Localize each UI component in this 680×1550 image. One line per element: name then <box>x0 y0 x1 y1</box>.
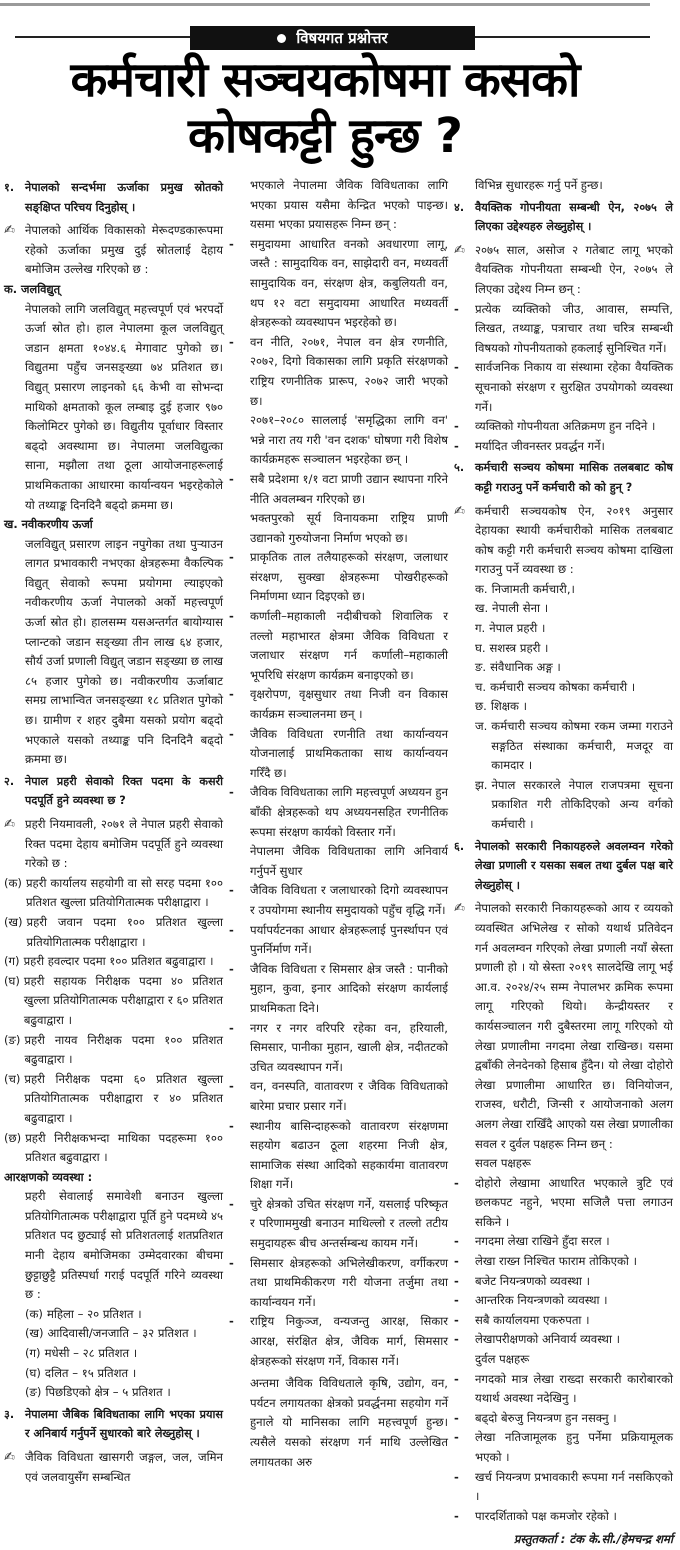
list-item <box>475 776 673 835</box>
list-item-text: नगदको मात्र लेखा राख्दा सरकारी कारोबारको यथार्थ अवस्था नदेखिनु । <box>475 1371 673 1406</box>
efforts-list-c <box>229 548 448 842</box>
dash-bullet-icon: - <box>229 471 234 486</box>
list-item <box>229 470 448 509</box>
list-item-text: आदिवासी/जनजाति – ३२ प्रतिशत । <box>47 1326 197 1341</box>
conclusion-continued: विभिन्न सुधारहरू गर्नु पर्ने हुन्छ। <box>475 178 603 192</box>
list-item-label: (घ) <box>25 1365 41 1380</box>
dash-bullet-icon: - <box>454 1508 459 1523</box>
list-item <box>454 1311 673 1331</box>
list-item-text: सबै कार्यालयमा एकरुपता । <box>475 1312 590 1327</box>
dash-bullet-icon: - <box>229 1079 234 1094</box>
reservation-list <box>4 1305 223 1403</box>
list-item-label: छ. <box>475 699 487 714</box>
list-item-text: शिक्षक । <box>490 699 528 714</box>
list-item-text: लेखापरीक्षणको अनिवार्य व्यवस्था । <box>475 1332 621 1347</box>
list-item <box>229 881 448 920</box>
list-item <box>229 725 448 784</box>
efforts-list-a <box>229 235 448 411</box>
header-rule-left <box>15 36 190 38</box>
dash-bullet-icon: - <box>229 1196 234 1211</box>
list-item-text: सिमसार क्षेत्रहरूको अभिलेखीकरण, वर्गीकरण तथा प्राथमिकीकरण गरी योजना तर्जुमा तथा कार्यान्वयन गर्ने। <box>250 1255 448 1309</box>
list-item-text: दोहोरो लेखामा आधारित भएकाले त्रुटि एवं छलकपट नहुने, भएमा सजिलै पत्ता लगाउन सकिने । <box>475 1175 673 1229</box>
list-item <box>25 1364 223 1384</box>
list-item <box>475 678 673 698</box>
dash-bullet-icon: - <box>229 726 234 741</box>
list-item <box>454 300 673 359</box>
dash-bullet-icon: - <box>454 1410 459 1425</box>
answer-4: ✍ २०७५ साल, असोज २ गतेबाट लागू भएको वैयक्तिक गोपनीयता सम्बन्धी ऐन, २०७५ ले लिएका उद्देश्य निम्न छन् : <box>454 241 673 300</box>
bullet-dot-icon <box>277 34 286 43</box>
list-item-label: (ङ) <box>4 1032 21 1047</box>
dash-bullet-icon: - <box>454 1469 459 1484</box>
list-item-text: नेपाल प्रहरी । <box>489 621 546 636</box>
pen-icon: ✍ <box>454 503 465 519</box>
list-item <box>4 913 223 952</box>
list-item <box>25 1324 223 1344</box>
list-item-text: प्रहरी निरीक्षक पदमा ६० प्रतिशत खुल्ला प्रतियोगितात्मक परीक्षाद्वारा र ४० प्रतिशत बढुवाद्वारा । <box>24 1071 223 1125</box>
dash-bullet-icon: - <box>229 1118 234 1133</box>
subheading-renewable: ख. नवीकरणीय ऊर्जा <box>4 517 93 532</box>
list-item-text: संवैधानिक अङ्ग । <box>490 660 561 675</box>
list-item-label: च. <box>475 679 487 694</box>
question-text: वैयक्तिक गोपनीयता सम्बन्धी ऐन, २०७५ ले लिएका उद्देश्यहरु लेख्नुहोस् । <box>475 200 673 234</box>
list-item <box>454 437 673 457</box>
dash-bullet-icon: - <box>454 419 459 434</box>
weak-points-heading: दुर्वल पक्षहरू <box>475 1352 530 1367</box>
list-item-text: मर्यादित जीवनस्तर प्रवर्द्धन गर्ने। <box>475 438 605 453</box>
list-item <box>4 874 223 913</box>
list-item <box>25 1305 223 1325</box>
list-item-text: सार्वजनिक निकाय वा संस्थामा रहेका वैयक्तिक सूचनाको संरक्षण र सुरक्षित उपयोगको व्यवस्था गर्ने। <box>475 360 673 414</box>
dash-bullet-icon: - <box>229 1314 234 1329</box>
dash-bullet-icon: - <box>454 360 459 375</box>
list-item <box>454 1252 673 1272</box>
list-item-text: प्रहरी जवान पदमा १०० प्रतिशत खुल्ला प्रतियोगितात्मक परीक्षाद्वारा । <box>26 914 223 949</box>
dash-bullet-icon: - <box>229 687 234 702</box>
question-6: ६. नेपालको सरकारी निकायहरुले अवलम्वन गरेको लेखा प्रणाली र यसका सबल तथा दुर्बल पक्ष बारे लेख्नुहोस् । <box>454 837 673 896</box>
list-item-label: (छ) <box>4 1130 22 1145</box>
dash-bullet-icon: - <box>454 1312 459 1327</box>
list-item-text: बढ्दो बेरुजु नियन्त्रण हुन नसक्नु । <box>475 1410 617 1425</box>
list-item-text: सशस्त्र प्रहरी । <box>489 640 549 655</box>
dash-bullet-icon: - <box>229 334 234 349</box>
question-text: नेपाल प्रहरी सेवाको रिक्त पदमा के कसरी पदपूर्ति हुने व्यवस्था छ ? <box>25 774 223 808</box>
list-item-label: (च) <box>4 1071 21 1086</box>
list-item <box>229 921 448 960</box>
list-item-label: (ङ) <box>25 1385 42 1400</box>
list-item-text: नगर र नगर वरिपरि रहेका वन, हरियाली, सिमसार, पानीका मुहान, खाली क्षेत्र, नदीतटको उचित व्यवस्थापन गर्ने। <box>250 1020 448 1074</box>
list-item <box>454 1174 673 1233</box>
list-item <box>229 1254 448 1313</box>
weak-points-list <box>454 1370 673 1527</box>
list-item <box>4 1129 223 1168</box>
dash-bullet-icon: - <box>454 1175 459 1190</box>
list-item-text: वृक्षरोपण, वृक्षसुधार तथा निजी वन विकास कार्यक्रम सञ्चालनमा छन् । <box>250 687 448 722</box>
list-item <box>475 639 673 659</box>
privacy-objectives-list <box>454 300 673 457</box>
headline-line-2: कोषकट्टी हुन्छ ? <box>188 108 462 164</box>
paragraph-hydropower: नेपालको लागि जलविद्युत् महत्त्वपूर्ण एवं भरपर्दो ऊर्जा स्रोत हो। हाल नेपालमा कूल जलविद्युत् जडान क्षमता १०४४.६ मेगावाट पुगेको छ। विद्युतमा पहुँच जनसङ्ख्या ७४ प्रतिशत छ। विद्युत् प्रसारण लाइनको ६६ केभी वा सोभन्दा माथिको क्षमताको कूल लम्बाइ दुई हजार ९७० किलोमिटर पुगेको छ। विद्युतीय पूर्वाधार विस्तार बढ्दो अवस्थामा छ। नेपालमा जलविद्युत्का साना, मझौला तथा ठूला आयोजनाहरूलाई प्राथमिकताका आधारमा कार्यान्वयन भइरहेकोले यो तथ्याङ्क दिनदिनै बढ्दो क्रममा छ। <box>25 301 223 512</box>
list-item-text: आन्तरिक नियन्त्रणको व्यवस्था । <box>475 1293 608 1308</box>
list-item-text: वन, वनस्पति, वातावरण र जैविक विविधताको बारेमा प्रचार प्रसार गर्ने। <box>250 1079 448 1113</box>
dash-bullet-icon: - <box>229 550 234 565</box>
list-item-text: दलित – १५ प्रतिशत । <box>44 1365 137 1380</box>
dash-bullet-icon: - <box>454 1293 459 1308</box>
list-item-label: ख. <box>475 601 489 616</box>
section-header <box>15 26 650 48</box>
list-item <box>454 1507 673 1527</box>
list-item-text: खर्च नियन्त्रण प्रभावकारी रूपमा गर्न नसकिएको । <box>475 1469 673 1504</box>
list-item <box>454 1428 673 1467</box>
dash-bullet-icon: - <box>229 1020 234 1035</box>
list-item <box>454 1330 673 1350</box>
author-credit: प्रस्तुतकर्ता : टंक के.सी./हेमचन्द्र शर्मा <box>513 1532 673 1547</box>
list-item <box>229 1019 448 1078</box>
subheading-hydropower: क. जलविद्युत् <box>4 281 61 296</box>
section-tag <box>190 26 475 50</box>
list-item-text: नगदमा लेखा राखिने हुँदा सरल । <box>475 1234 610 1249</box>
list-item-text: जैविक विविधता र जलाधारको दिगो व्यवस्थापन र उपयोगमा स्थानीय समुदायको पहुँच वृद्धि गर्ने। <box>250 883 448 917</box>
question-3: ३. नेपालमा जैबिक बिविधताका लागि भएका प्रयास र अनिबार्य गर्नुपर्ने सुधारको बारे लेख्नुहोस् । <box>4 1405 223 1444</box>
conclusion-paragraph: अन्तमा जैविक विविधताले कृषि, उद्योग, वन, पर्यटन लगायतका क्षेत्रको प्रवर्द्धनमा सहयोग गर्ने हुनाले यो मानिसका लागि महत्त्वपूर्ण हुन्छ। त्यसैले यसको संरक्षण गर्न माथि उल्लेखित लगायतका अरु <box>250 1376 448 1469</box>
list-item-text: पिछडिएको क्षेत्र – ५ प्रतिशत । <box>45 1385 171 1400</box>
subheading-reservation: आरक्षणको व्यवस्था : <box>4 1169 93 1184</box>
list-item <box>475 658 673 678</box>
list-item <box>4 1031 223 1070</box>
list-item <box>475 619 673 639</box>
dash-bullet-icon: - <box>454 1273 459 1288</box>
list-item-text: मधेसी – २८ प्रतिशत । <box>44 1346 138 1361</box>
dash-bullet-icon: - <box>229 609 234 624</box>
reform-list <box>229 881 448 1371</box>
column-3 <box>454 176 673 1547</box>
list-item <box>229 333 448 411</box>
dash-bullet-icon: - <box>454 438 459 453</box>
list-item-text: प्रहरी नायव निरीक्षक पदमा १०० प्रतिशत बढुवाद्वारा । <box>24 1032 223 1067</box>
pen-icon: ✍ <box>4 817 15 832</box>
list-item-label: क. <box>475 581 488 596</box>
list-item <box>229 607 448 685</box>
list-item <box>454 1291 673 1311</box>
list-item-label: (क) <box>25 1306 43 1321</box>
list-item-text: कर्मचारी सञ्चय कोषका कर्मचारी । <box>490 679 636 694</box>
police-post-list <box>4 874 223 1168</box>
dash-bullet-icon: - <box>229 1255 234 1270</box>
list-item-text: समुदायमा आधारित वनको अवधारणा लागू, जस्तै : सामुदायिक वन, साझेदारी वन, मध्यवर्ती सामुदायिक वन, संरक्षण क्षेत्र, कबुलियती वन, थप १२ वटा समुदायमा आधारित मध्यवर्ती क्षेत्रहरूको व्यवस्थापन भइरहेको छ। <box>250 236 448 330</box>
list-item <box>229 548 448 607</box>
list-item-text: प्रहरी सहायक निरीक्षक पदमा ४० प्रतिशत खुल्ला प्रतियोगितात्मक परीक्षाद्वारा र ६० प्रतिशत बढुवाद्वारा । <box>23 973 223 1027</box>
list-item <box>454 1409 673 1429</box>
header-rule-right <box>475 36 650 38</box>
list-item <box>229 1312 448 1371</box>
question-text: नेपालको सन्दर्भमा ऊर्जाका प्रमुख स्रोतको सङ्क्षिप्त परिचय दिनुहोस् । <box>25 181 223 214</box>
dash-bullet-icon: - <box>229 961 234 976</box>
paragraph-forest-decade: २०७१–२०८० साललाई 'समृद्धिका लागि वन' भन्ने नारा तय गरी 'वन दशक' घोषणा गरी विशेष कार्यक्रमहरू सञ्चालन भइरहेका छन् । <box>250 413 448 467</box>
question-5: ५. कर्मचारी सञ्चय कोषमा मासिक तलबबाट कोष कट्टी गराउनु पर्ने कर्मचारी को को हुन् ? <box>454 458 673 497</box>
list-item <box>25 1383 223 1403</box>
question-text: नेपालमा जैबिक बिविधताका लागि भएका प्रयास र अनिबार्य गर्नुपर्ने सुधारको बारे लेख्नुहोस् । <box>25 1407 223 1441</box>
dash-bullet-icon: - <box>229 785 234 800</box>
list-item <box>475 580 673 600</box>
list-item <box>229 1117 448 1195</box>
section-tag-label: विषयगत प्रश्नोत्तर <box>296 29 388 47</box>
dash-bullet-icon: - <box>454 1234 459 1249</box>
list-item-text: प्रहरी कार्यालय सहयोगी वा सो सरह पदमा १०० प्रतिशत खुल्ला प्रतियोगितात्मक परीक्षाद्वारा । <box>25 875 223 910</box>
list-item-text: राष्ट्रिय निकुञ्ज, वन्यजन्तु आरक्ष, सिकार आरक्ष, संरक्षित क्षेत्र, जैविक मार्ग, सिमसार क्षेत्रहरूको संरक्षण गर्ने, विकास गर्ने। <box>250 1314 448 1368</box>
question-text: नेपालको सरकारी निकायहरुले अवलम्वन गरेको लेखा प्रणाली र यसका सबल तथा दुर्बल पक्ष बारे लेख्नुहोस् । <box>475 839 673 892</box>
list-item <box>454 417 673 437</box>
efforts-list-b <box>229 470 448 509</box>
list-item-label: घ. <box>475 640 486 655</box>
list-item <box>4 952 223 972</box>
column-1 <box>4 176 223 1484</box>
question-2: २. नेपाल प्रहरी सेवाको रिक्त पदमा के कसरी पदपूर्ति हुने व्यवस्था छ ? <box>4 772 223 811</box>
list-item <box>229 960 448 1019</box>
list-item-label: ङ. <box>475 660 487 675</box>
dash-bullet-icon: - <box>229 883 234 898</box>
list-item-label: (ग) <box>25 1346 41 1361</box>
pen-icon: ✍ <box>4 223 15 239</box>
list-item <box>454 1468 673 1507</box>
list-item-text: प्राकृतिक ताल तलैयाहरूको संरक्षण, जलाधार संरक्षण, सुक्खा क्षेत्रहरूमा पोखरीहरूको निर्माणमा ध्यान दिइएको छ। <box>250 550 448 604</box>
dash-bullet-icon: - <box>454 1254 459 1269</box>
question-1: १. नेपालको सन्दर्भमा ऊर्जाका प्रमुख स्रोतको सङ्क्षिप्त परिचय दिनुहोस् । <box>4 178 223 217</box>
top-rule <box>0 3 650 6</box>
question-text: कर्मचारी सञ्चय कोषमा मासिक तलबबाट कोष कट्टी गराउनु पर्ने कर्मचारी को को हुन् ? <box>475 461 673 494</box>
list-item <box>475 697 673 717</box>
list-item <box>454 358 673 417</box>
answer-5: ✍ कर्मचारी सञ्चयकोष ऐन, २०१९ अनुसार देहायका स्थायी कर्मचारीको मासिक तलबबाट कोष कट्टी गरी कर्मचारी सञ्चय कोषमा दाखिला गराउनु पर्ने व्यवस्था छ : <box>454 502 673 580</box>
list-item-text: कर्णाली–महाकाली नदीबीचको शिवालिक र तल्लो महाभारत क्षेत्रमा जैविक विविधता र जलाधार संरक्षण गर्न कर्णाली–महाकाली भूपरिधि संरक्षण कार्यक्रम बनाइएको छ। <box>250 609 448 682</box>
dash-bullet-icon: - <box>454 301 459 316</box>
list-item <box>4 1070 223 1129</box>
list-item-text: लेखा नतिजामूलक हुनु पर्नेमा प्रक्रियामूलक भएको । <box>475 1430 673 1464</box>
answer-1: ✍ नेपालको आर्थिक विकासको मेरूदण्डकारूपमा रहेको ऊर्जाका प्रमुख दुई स्रोतलाई देहाय बमोजिम उल्लेख गरिएको छ : <box>4 221 223 280</box>
list-item-label: (ख) <box>25 1326 44 1341</box>
list-item-text: प्रहरी निरीक्षकभन्दा माथिका पदहरूमा १०० प्रतिशत बढुवाद्वारा । <box>25 1130 223 1165</box>
list-item-text: जैविक विविधता रणनीति तथा कार्यान्वयन योजनालाई प्राथमिकताका साथ कार्यान्वयन गरिँदै छ। <box>250 726 448 780</box>
list-item <box>454 1272 673 1292</box>
dash-bullet-icon: - <box>229 922 234 937</box>
list-item <box>229 685 448 724</box>
list-item <box>229 1195 448 1254</box>
list-item-text: निजामती कर्मचारी,। <box>491 581 575 596</box>
dash-bullet-icon: - <box>454 1430 459 1445</box>
question-4: ४. वैयक्तिक गोपनीयता सम्बन्धी ऐन, २०७५ ले लिएका उद्देश्यहरु लेख्नुहोस् । <box>454 198 673 237</box>
reform-heading: नेपालमा जैविक विविधताका लागि अनिवार्य गर्नुपर्ने सुधार <box>250 844 448 878</box>
list-item-text: स्थानीय बासिन्दाहरूको वातावरण संरक्षणमा सहयोग बढाउन ठूला शहरमा निजी क्षेत्र, सामाजिक संस्था आदिको सहकार्यमा वातावरण शिक्षा गर्ने। <box>250 1118 448 1192</box>
list-item-text: प्रत्येक व्यक्तिको जीउ, आवास, सम्पत्ति, लिखत, तथ्याङ्क, पत्राचार तथा चरित्र सम्बन्धी विषयको गोपनीयताको हकलाई सुनिश्चित गर्ने। <box>475 301 673 355</box>
pen-icon: ✍ <box>454 901 465 917</box>
strong-points-list <box>454 1174 673 1350</box>
article-columns <box>4 176 676 1547</box>
list-item-label: (क) <box>4 875 22 890</box>
paragraph-zoo: भक्तपुरको सूर्य विनायकमा राष्ट्रिय प्राणी उद्यानको गुरुयोजना निर्माण भएको छ। <box>250 511 448 545</box>
answer-3: ✍ जैविक विविधता खासगरी जङ्गल, जल, जमिन एवं जलवायुसँग सम्बन्धित <box>4 1448 223 1487</box>
column-2 <box>229 176 448 1469</box>
dash-bullet-icon: - <box>454 1371 459 1386</box>
pen-icon: ✍ <box>454 242 465 258</box>
strong-points-heading: सवल पक्षहरू <box>475 1156 531 1171</box>
list-item-text: जैविक विविधताका लागि महत्त्वपूर्ण अध्ययन हुन बाँकी क्षेत्रहरूको थप अध्ययनसहित रणनीतिक रूपमा संरक्षण कार्यको विस्तार गर्ने। <box>250 785 448 839</box>
list-item <box>475 599 673 619</box>
epf-employee-list <box>454 580 673 835</box>
list-item <box>454 1232 673 1252</box>
headline <box>0 52 650 164</box>
list-item-text: नेपाली सेना । <box>492 601 549 616</box>
dash-bullet-icon: - <box>229 236 234 251</box>
list-item-text: पारदर्शिताको पक्ष कमजोर रहेको । <box>475 1508 617 1523</box>
list-item-text: चुरे क्षेत्रको उचित संरक्षण गर्ने, यसलाई परिष्कृत र परिणाममुखी बनाउन माथिल्लो र तल्लो तटीय समुदायहरू बीच अन्तर्सम्बन्ध कायम गर्ने। <box>250 1196 448 1251</box>
dash-bullet-icon: - <box>454 1332 459 1347</box>
list-item-text: सबै प्रदेशमा १/१ वटा प्राणी उद्यान स्थापना गरिने नीति अवलम्बन गरिएको छ। <box>250 471 448 506</box>
list-item-text: बजेट नियन्त्रणको व्यवस्था । <box>475 1273 590 1288</box>
list-item-text: व्यक्तिको गोपनीयता अतिक्रमण हुन नदिने । <box>475 419 656 434</box>
list-item-label: ज. <box>475 719 488 734</box>
list-item-label: झ. <box>475 777 488 792</box>
answer-2: ✍ प्रहरी नियमावली, २०७१ ले नेपाल प्रहरी सेवाको रिक्त पदमा देहाय बमोजिम पदपूर्ति हुने व्यवस्था गरेको छ : <box>4 815 223 874</box>
list-item-text: प्रहरी हवल्दार पदमा १०० प्रतिशत बढुवाद्वारा । <box>23 954 214 969</box>
list-item <box>229 1077 448 1116</box>
list-item <box>454 1370 673 1409</box>
headline-line-1: कर्मचारी सञ्चयकोषमा कसको <box>70 52 580 108</box>
list-item-text: नेपाल सरकारले नेपाल राजपत्रमा सूचना प्रकाशित गरी तोकिदिएको अन्य वर्गको कर्मचारी । <box>491 777 673 831</box>
answer-6: ✍ नेपालको सरकारी निकायहरूको आय र व्ययको व्यवस्थित अभिलेख र सोको यथार्थ प्रतिवेदन गर्न अवलम्वन गरिएको लेखा प्रणाली नयाँ स्रेस्ता प्रणाली हो । यो स्रेस्ता २०१९ सालदेखि लागू भई आ.व. २०२४/२५ सम्म नेपालभर क्रमिक रूपमा लागू गरिएको थियो। केन्द्रीयस्तर र कार्यसञ्चालन गरी दुबैस्तरमा लागू गरिएको यो लेखा प्रणालीमा नगदमा लेखा राखिन्छ। यसमा द्वबाँकी लेनदेनको हिसाब हुँदैन। यो लेखा दोहोरो लेखा प्रणालीमा आधारित छ। विनियोजन, राजस्व, धरौटी, जिन्सी र आयोजनाको अलग अलग लेखा राखिँदै आएको यस लेखा प्रणालीका सवल र दुर्वल पक्षहरू निम्न छन् : <box>454 899 673 1154</box>
list-item-text: कर्मचारी सञ्चय कोषमा रकम जम्मा गराउने सङ्गठित संस्थाका कर्मचारी, मजदूर वा कामदार । <box>491 719 673 773</box>
list-item <box>25 1344 223 1364</box>
paragraph-reservation: प्रहरी सेवालाई समावेशी बनाउन खुल्ला प्रतियोगितात्मक परीक्षाद्वारा पूर्ति हुने पदमध्ये ४५ प्रतिशत पद छुट्याई सो प्रतिशतलाई शतप्रतिशत मानी देहाय बमोजिमका उम्मेदवारका बीचमा छुट्टाछुट्टै प्रतिस्पर्धा गराई पदपूर्ति गरिने व्यवस्था छ : <box>25 1189 223 1302</box>
list-item-text: महिला – २० प्रतिशत । <box>46 1306 142 1321</box>
list-item <box>229 783 448 842</box>
list-item <box>229 235 448 333</box>
list-item-text: जैविक विविधता र सिमसार क्षेत्र जस्तै : पानीको मुहान, कुवा, इनार आदिको संरक्षण कार्यलाई प्राथमिकता दिने। <box>250 961 448 1015</box>
list-item-text: लेखा राख्न निश्चित फाराम तोकिएको । <box>475 1254 638 1269</box>
list-item-text: वन नीति, २०७१, नेपाल वन क्षेत्र रणनीति, २०७२, दिगो विकासका लागि प्रकृति संरक्षणको राष्ट्रिय रणनीतिक प्रारूप, २०७२ जारी भएको छ। <box>250 334 448 408</box>
list-item <box>475 717 673 776</box>
list-item-label: (ख) <box>4 914 23 929</box>
list-item-label: ग. <box>475 621 486 636</box>
list-item-label: (घ) <box>4 973 20 988</box>
pen-icon: ✍ <box>4 1450 15 1465</box>
list-item-text: पर्यापर्यटनका आधार क्षेत्रहरूलाई पुनर्स्थापन एवं पुनर्निर्माण गर्ने। <box>250 922 448 957</box>
list-item-label: (ग) <box>4 954 20 969</box>
answer-3-continued: भएकाले नेपालमा जैविक विविधताका लागि भएका प्रयास यसैमा केन्द्रित भएको पाइन्छ। यसमा भएका प्रयासहरू निम्न छन् : <box>250 178 448 232</box>
paragraph-renewable: जलविद्युत् प्रसारण लाइन नपुगेका तथा पुर्‍याउन लागत प्रभावकारी नभएका क्षेत्रहरूमा वैकल्पिक विद्युत् सेवाको रूपमा प्रयोगमा ल्याइएको नवीकरणीय ऊर्जा नेपालको अर्को महत्त्वपूर्ण ऊर्जा स्रोत हो। हालसम्म यसअन्तर्गत बायोग्यास प्लान्टको जडान सङ्ख्या तीन लाख ६४ हजार, सौर्य उर्जा प्रणाली विद्युत् जडान सङ्ख्या छ लाख ८५ हजार पुगेको छ। नवीकरणीय ऊर्जाबाट समग्र लाभान्वित जनसङ्ख्या १८ प्रतिशत पुगेको छ। ग्रामीण र शहर दुबैमा यसको प्रयोग बढ्दो भएकाले यसको तथ्याङ्क पनि दिनदिनै बढ्दो क्रममा छ। <box>25 536 223 767</box>
list-item <box>4 972 223 1031</box>
